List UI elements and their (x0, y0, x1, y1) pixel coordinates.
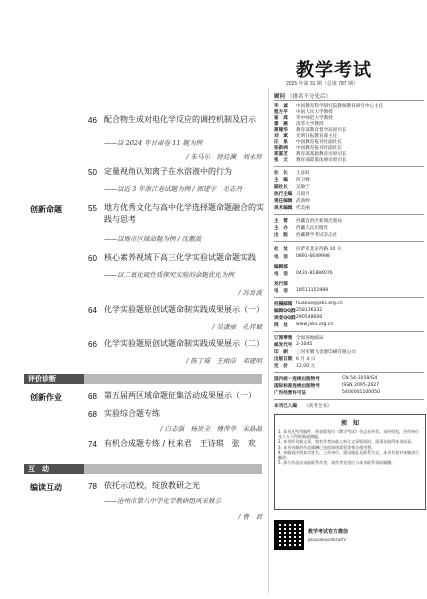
masthead-key: 主 编 (274, 178, 288, 183)
toc-title: 第五届两区域命题征集活动成果展示（一） (104, 391, 256, 400)
masthead-value: 258136332 (296, 308, 323, 313)
masthead-row (274, 335, 424, 341)
masthead-row (274, 383, 424, 389)
masthead-row (274, 205, 424, 211)
advisors-title: 顾问 (274, 94, 286, 100)
section-label: 创新作业 (30, 393, 62, 402)
masthead-value: 290548600 (296, 315, 323, 320)
masthead-key: 印 刷 (274, 350, 288, 355)
divider (274, 100, 424, 101)
toc-title: 有机合成题专练 / 杜来君 王诗琪 张 欢 (104, 439, 256, 448)
masthead-value (296, 264, 424, 270)
masthead-value: 中国教育报刊社副社长 (296, 140, 342, 145)
toc-author: / 曹 君 (238, 513, 262, 521)
masthead-key: 毕 诚 (274, 104, 288, 109)
magazine-logo: 教学考试 (296, 60, 372, 81)
masthead-value: 2-1045 (296, 342, 313, 347)
masthead-key: 郑富芝 (274, 152, 288, 157)
masthead-key: 电 话 (274, 289, 288, 294)
masthead-row (274, 308, 424, 314)
toc-page-number: 66 (88, 340, 97, 349)
masthead-value: 12.00 元 (296, 364, 316, 369)
masthead-key: 发行部 (274, 282, 288, 287)
masthead-value: 教育部教育督导局原司长 (296, 128, 347, 133)
masthead-row (274, 246, 424, 252)
masthead-value: 代美丽 (296, 206, 310, 211)
notice-line: 1. 本刊凡所用稿件，图表版权归《教学考试》杂志社所有。未经授权，任何单位及个人不得转载或摘编。 (278, 429, 420, 440)
masthead-key: 社 长 (274, 171, 288, 176)
toc-subtitle: ——沧州市第八中学化学教研组风采展示 (104, 497, 221, 505)
divider (274, 297, 424, 298)
masthead-key: 编辑QQ群 (274, 309, 296, 314)
qr-code-icon[interactable] (274, 520, 304, 550)
masthead-row (274, 254, 424, 260)
masthead-row (274, 322, 424, 328)
masthead-key: 张 文 (274, 158, 288, 163)
masthead-key: 崔 鸿 (274, 116, 288, 121)
section-band-label: 评价诊断 (24, 374, 84, 384)
masthead-key: 电 话 (274, 272, 288, 277)
notice-box (274, 414, 426, 510)
toc-subtitle: ——以地市区域命题为例 / 沈靓波 (104, 235, 202, 243)
masthead-row (274, 198, 424, 204)
masthead-value: 中国教育科学研究院教师教育研究中心主任 (296, 104, 384, 109)
masthead-key: 出 版 (274, 233, 288, 238)
masthead-key: 国际标准连续出版物号 (274, 384, 320, 389)
masthead-key: 广告经营许可证 (274, 391, 307, 396)
masthead (270, 0, 427, 599)
masthead-value: 《高考全书》 (304, 404, 332, 409)
masthead-value: 中国教育报刊社副社长 (296, 146, 342, 151)
toc-title: 化学实验题原创试题命制实践成果展示（二） (104, 339, 264, 348)
section-label: 编读互动 (30, 483, 62, 492)
divider (274, 372, 424, 373)
masthead-value: 王彦虹 (296, 171, 310, 176)
toc-title: 实验综合题专练 (104, 409, 160, 418)
masthead-value: 武萌婷 (296, 199, 310, 204)
toc-author: / 朱马尔 徐廷渊 刘永珍 (186, 153, 262, 161)
toc-title: 配合物生成对电化学反应的调控机制及启示 (104, 115, 256, 124)
divider (274, 241, 424, 242)
notice-line: 5. 部分作品因未能联系作者，请作者见刊后与本刊联系领取稿酬。 (278, 460, 396, 466)
advisors-heading (274, 92, 331, 100)
masthead-row (274, 232, 424, 238)
masthead-key: 网 址 (274, 323, 288, 328)
toc-author: / 苏育波 (238, 289, 262, 297)
masthead-value: 光明日报教育部主任 (296, 134, 338, 139)
notice-line: 3. 本刊刊载的作品稿酬已包括网络版权等相关使用费。 (278, 444, 376, 450)
masthead-value: 0891-6649998 (296, 254, 330, 259)
masthead-row (274, 403, 424, 409)
section-band-label: 互 动 (24, 464, 84, 474)
masthead-key: 电 话 (274, 255, 288, 260)
masthead-row (274, 349, 424, 355)
masthead-row (274, 376, 424, 382)
masthead-value: CN 54-1058/G4 (342, 376, 378, 381)
masthead-key: 本刊已入编 (274, 404, 297, 409)
masthead-row (274, 301, 424, 307)
masthead-key: 国内统一连续出版物号 (274, 377, 320, 382)
masthead-key: 社 址 (274, 247, 288, 252)
masthead-row (274, 356, 424, 362)
masthead-key: 邮发代号 (274, 343, 293, 348)
notice-line: 2. 本刊所刊载文章，如有作者向他人转让文章版权时，需事先取得本刊同意。 (278, 439, 416, 445)
masthead-row (274, 264, 424, 270)
masthead-value: 6 月 4 日 (296, 357, 316, 362)
masthead-value: 教育部政策法规司原司长 (296, 158, 347, 163)
masthead-key: 投稿邮箱 (274, 302, 293, 307)
toc-page-number: 55 (88, 204, 97, 213)
masthead-value: 西藏人民出版社 (296, 226, 329, 231)
toc-page-number: 60 (88, 254, 97, 263)
toc-page-number: 74 (88, 440, 97, 449)
toc-author: / 白志强 杨世全 傅萍华 宋晶晶 (160, 425, 262, 433)
toc-title: 化学实验题原创试题命制实践成果展示（一） (104, 305, 264, 314)
toc-subtitle: ——以 2024 年甘肃卷 11 题为例 (104, 139, 203, 147)
toc-page-number: 46 (88, 116, 97, 125)
masthead-value: 0431-81884076 (296, 271, 333, 276)
masthead-key: 张新洲 (274, 146, 288, 151)
masthead-key: 雷 雁 (274, 122, 288, 127)
masthead-value: 全国各地邮局 (296, 336, 324, 341)
masthead-key: 美术编辑 (274, 206, 293, 211)
toc-page-number: 64 (88, 306, 97, 315)
toc-title: 定量视角认知离子在水溶液中的行为 (104, 167, 232, 176)
masthead-row (274, 218, 424, 224)
masthead-key: 副社长 (274, 185, 288, 190)
toc-page-number: 68 (88, 392, 97, 401)
masthead-value: 清华大学教授 (296, 122, 324, 127)
masthead-key: 蒋建华 (274, 128, 288, 133)
issue-number: 2025 年第 31 期（总第 787 期） (286, 81, 358, 87)
masthead-row (274, 177, 424, 183)
masthead-value: www.jxks.org.cn (296, 322, 334, 327)
masthead-value: ISSN 2095-2627 (342, 383, 380, 388)
notice-title: 须 知 (340, 420, 359, 427)
masthead-row (274, 184, 424, 190)
toc-title: 依托示范校，绽放教研之光 (104, 481, 200, 490)
masthead-key: 主 办 (274, 226, 288, 231)
masthead-value: 西藏自治区新闻出版局 (296, 219, 342, 224)
masthead-row (274, 315, 424, 321)
masthead-row (274, 390, 424, 396)
toc-page-number: 78 (88, 482, 97, 491)
masthead-row (274, 288, 424, 294)
masthead-row (274, 342, 424, 348)
masthead-row (274, 271, 424, 277)
section-label: 创新命题 (30, 205, 62, 214)
notice-line: 4. 来稿请注明真实姓名、工作单位、通讯地址及联系方式，本刊有权对来稿进行删改。 (278, 449, 420, 461)
masthead-key: 主 管 (274, 219, 288, 224)
masthead-value: 马晨月 (296, 192, 310, 197)
masthead-key: 编辑部 (274, 265, 288, 270)
masthead-value: 18511151988 (296, 288, 329, 293)
column-divider (268, 88, 269, 593)
toc-subtitle: ——以二氧化硫性质探究实验的命题优化为例 (104, 271, 234, 279)
masthead-value: 西藏教学考试杂志社 (296, 233, 338, 238)
masthead-value: 中国人民大学教授 (296, 110, 333, 115)
masthead-key: 订阅零售 (274, 336, 293, 341)
toc-page-number: 50 (88, 168, 97, 177)
masthead-value: 三河市腾飞金源印刷有限公司 (296, 350, 356, 355)
divider (274, 166, 424, 167)
toc-title: 核心素养视域下高三化学实验试题命题实践 (104, 253, 256, 262)
divider (274, 331, 424, 332)
qr-subcaption: jiaoxuekaoshizazhi (308, 537, 346, 542)
masthead-value: 拉萨市北京西路 10 号 (296, 247, 342, 252)
masthead-key: 程方平 (274, 110, 288, 115)
masthead-value: 5400001100050 (342, 390, 380, 395)
masthead-key: 出版日期 (274, 357, 293, 362)
toc-page-number: 68 (88, 410, 97, 419)
masthead-value: 何卫峰 (296, 178, 310, 183)
masthead-row (274, 157, 424, 163)
toc-author: / 陈丁瑶 王雨洁 邓建明 (186, 357, 262, 365)
masthead-row (274, 225, 424, 231)
masthead-value: 华中师范大学教授 (296, 116, 333, 121)
masthead-key: 汪 泉 (274, 140, 288, 145)
masthead-row (274, 170, 424, 176)
divider (274, 214, 424, 215)
toc-author: / 吴潇丽 孔祥斌 (212, 323, 262, 331)
toc-subtitle: ——以近 3 年浙江卷试题为例 / 郭建宇 毛志丹 (104, 185, 243, 193)
masthead-value (296, 281, 424, 287)
masthead-key: 刘 斌 (274, 134, 288, 139)
masthead-key: 定 价 (274, 364, 288, 369)
toc-title: 地方优秀文化与高中化学选择题命题融合的实践与思考 (104, 203, 264, 224)
advisors-note: （排名不分先后） (286, 94, 331, 100)
masthead-value: 教育部基础教育司原司长 (296, 152, 347, 157)
masthead-value: 吴敏宁 (296, 185, 310, 190)
masthead-row (274, 363, 424, 369)
masthead-key: 执行主编 (274, 192, 293, 197)
masthead-value: huaxue@jxks.org.cn (296, 301, 343, 306)
masthead-key: 责任编辑 (274, 199, 293, 204)
divider (274, 399, 424, 400)
masthead-row (274, 191, 424, 197)
masthead-row (274, 281, 424, 287)
qr-caption: 教学考试官方微信 (308, 529, 349, 535)
masthead-key: 读者QQ群 (274, 316, 296, 321)
